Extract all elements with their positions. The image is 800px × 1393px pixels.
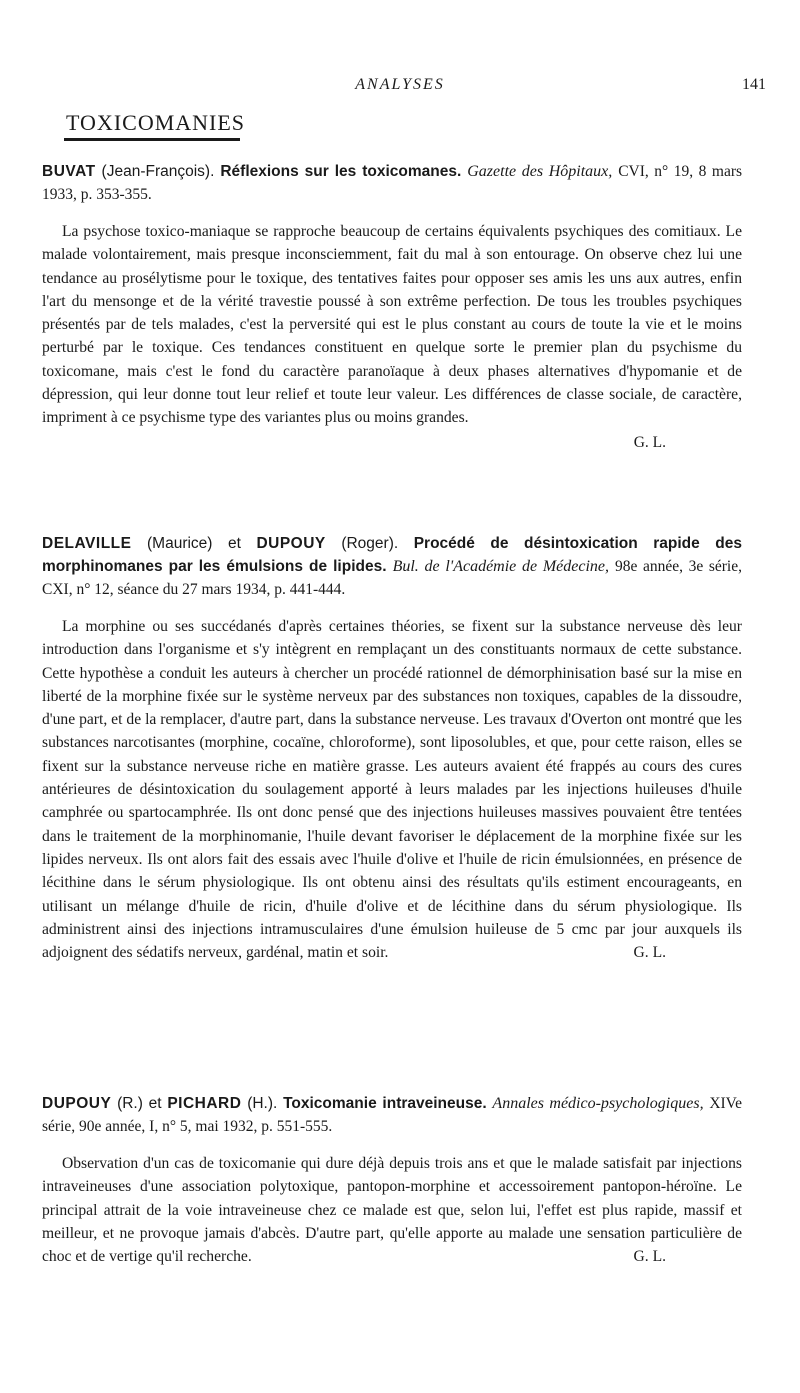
entry-coauthor-firstname: (H.). (247, 1095, 278, 1112)
entry-reference (42, 160, 742, 206)
review-entry (42, 1092, 742, 1268)
entry-author: DELAVILLE (42, 535, 132, 552)
entry-journal: Bul. de l'Académie de Médecine, (392, 558, 610, 575)
entry-author: BUVAT (42, 163, 96, 180)
entry-journal: Gazette des Hôpitaux, (467, 163, 613, 180)
entry-coauthor-firstname: (Roger). (341, 535, 399, 552)
entry-details: CVI, n° 19, 8 mars 1933, p. 353-355. (42, 163, 743, 203)
running-title: ANALYSES (355, 76, 445, 93)
entry-signature: G. L. (633, 1248, 666, 1266)
entry-title: Procédé de désintoxication rapide des morphinomanes par les émulsions de lipides. (42, 535, 742, 575)
entry-body-text: Observation d'un cas de toxicomanie qui dure déjà depuis trois ans et que le malade satisfait par injections intraveineuses d'une association polytoxique, pantopon-morphine et accessoirement pantopon-héroïne. Le principal attrait de la voie intraveineuse chez ce malade est que, selon lui, l'effet est plus rapide, massif et meilleur, et ne provoque jamais d'abcès. D'autre part, qu'elle apporte au malade une sensation particulière de choc et de vertige qu'il recherche. (42, 1155, 742, 1266)
entry-signature: G. L. (633, 433, 666, 451)
entry-author-firstname: (Maurice) et (147, 535, 241, 552)
entry-title: Toxicomanie intraveineuse. (283, 1095, 487, 1112)
page-number: 141 (742, 76, 766, 93)
entry-author-firstname: (R.) et (117, 1095, 162, 1112)
entry-body: La psychose toxico-maniaque se rapproche beaucoup de certains équivalents psychiques des comitiaux. Le malade volontairement, mais presque inconsciemment, fait du mal à son entourage. On observe chez lui une tendance au prosélytisme pour le toxique, des tentatives faites pour opposer ses amis les uns aux autres, enfin l'art du mensonge et de la vérité travestie poussé à son extrême perfection. De tous les troubles psychiques présentés par de tels malades, c'est la perversité qui est le plus constant au cours de toute la vie et le moins perturbé par le toxique. Ces tendances constituent en quelque sorte le premier plan du psychisme du toxicomane, mais c'est le fond du caractère paranoïaque à deux phases alternatives d'hypomanie et de dépression, qui leur donne tout leur relief et toute leur valeur. Les différences de classe sociale, de caractère, impriment à ce psychisme type des variantes plus ou moins grandes. (42, 223, 742, 427)
running-head (0, 76, 800, 100)
entry-author-firstname: (Jean-François). (101, 163, 215, 180)
entry-coauthor: DUPOUY (256, 535, 326, 552)
section-title: TOXICOMANIES (66, 110, 246, 135)
entry-body (42, 615, 742, 964)
entry-coauthor: PICHARD (167, 1095, 242, 1112)
entry-title: Réflexions sur les toxicomanes. (220, 163, 462, 180)
entry-reference (42, 1092, 742, 1138)
entry-body (42, 1152, 742, 1268)
entry-details: 98e année, 3e série, CXI, n° 12, séance du 27 mars 1934, p. 441-444. (42, 558, 742, 598)
entry-journal: Annales médico-psychologiques, (492, 1095, 704, 1112)
entry-details: XIVe série, 90e année, I, n° 5, mai 1932, p. 551-555. (42, 1095, 743, 1135)
entry-author: DUPOUY (42, 1095, 112, 1112)
entry-signature: G. L. (633, 944, 666, 962)
entry-reference (42, 532, 742, 601)
entry-body-text: La morphine ou ses succédanés d'après certaines théories, se fixent sur la substance nerveuse dès leur introduction dans l'organisme et s'y intègrent en remplaçant un des constituants normaux de cette substance. Cette hypothèse a conduit les auteurs à chercher un procédé rationnel de démorphinisation basé sur la mise en liberté de la morphine fixée sur le système nerveux par des substances non toxiques, capables de la dissoudre, d'une part, et de la remplacer, d'autre part, dans la substance nerveuse. Les travaux d'Overton ont montré que les substances narcotisantes (morphine, cocaïne, chloroforme), sont liposolubles, et que, pour cette raison, elles se fixent sur la substance nerveuse riche en matière grasse. Les auteurs avaient été frappés au cours des cures antérieures de désintoxication du soulagement apporté à leurs malades par les injections huileuses d'huile camphrée ou spartocamphrée. Ils ont donc pensé que des injections huileuses massives pouvaient être tentées dans le traitement de la morphinomanie, l'huile devant favoriser le déplacement de la morphine fixée sur les lipides nerveux. Ils ont alors fait des essais avec l'huile d'olive et l'huile de ricin émulsionnées, en présence de lécithine dans le sérum physiologique. Ils ont obtenu ainsi des résultats qu'ils estiment encourageants, en utilisant un mélange d'huile de ricin, d'huile d'olive et de lécithine dans du sérum physiologique. Ils administrent ainsi des injections intramusculaires d'une émulsion huileuse de 5 cmc par jour auxquels ils adjoignent des sédatifs nerveux, gardénal, matin et soir. (42, 618, 742, 962)
section-underline (64, 138, 240, 141)
review-entry (42, 160, 742, 452)
review-entry (42, 532, 742, 964)
